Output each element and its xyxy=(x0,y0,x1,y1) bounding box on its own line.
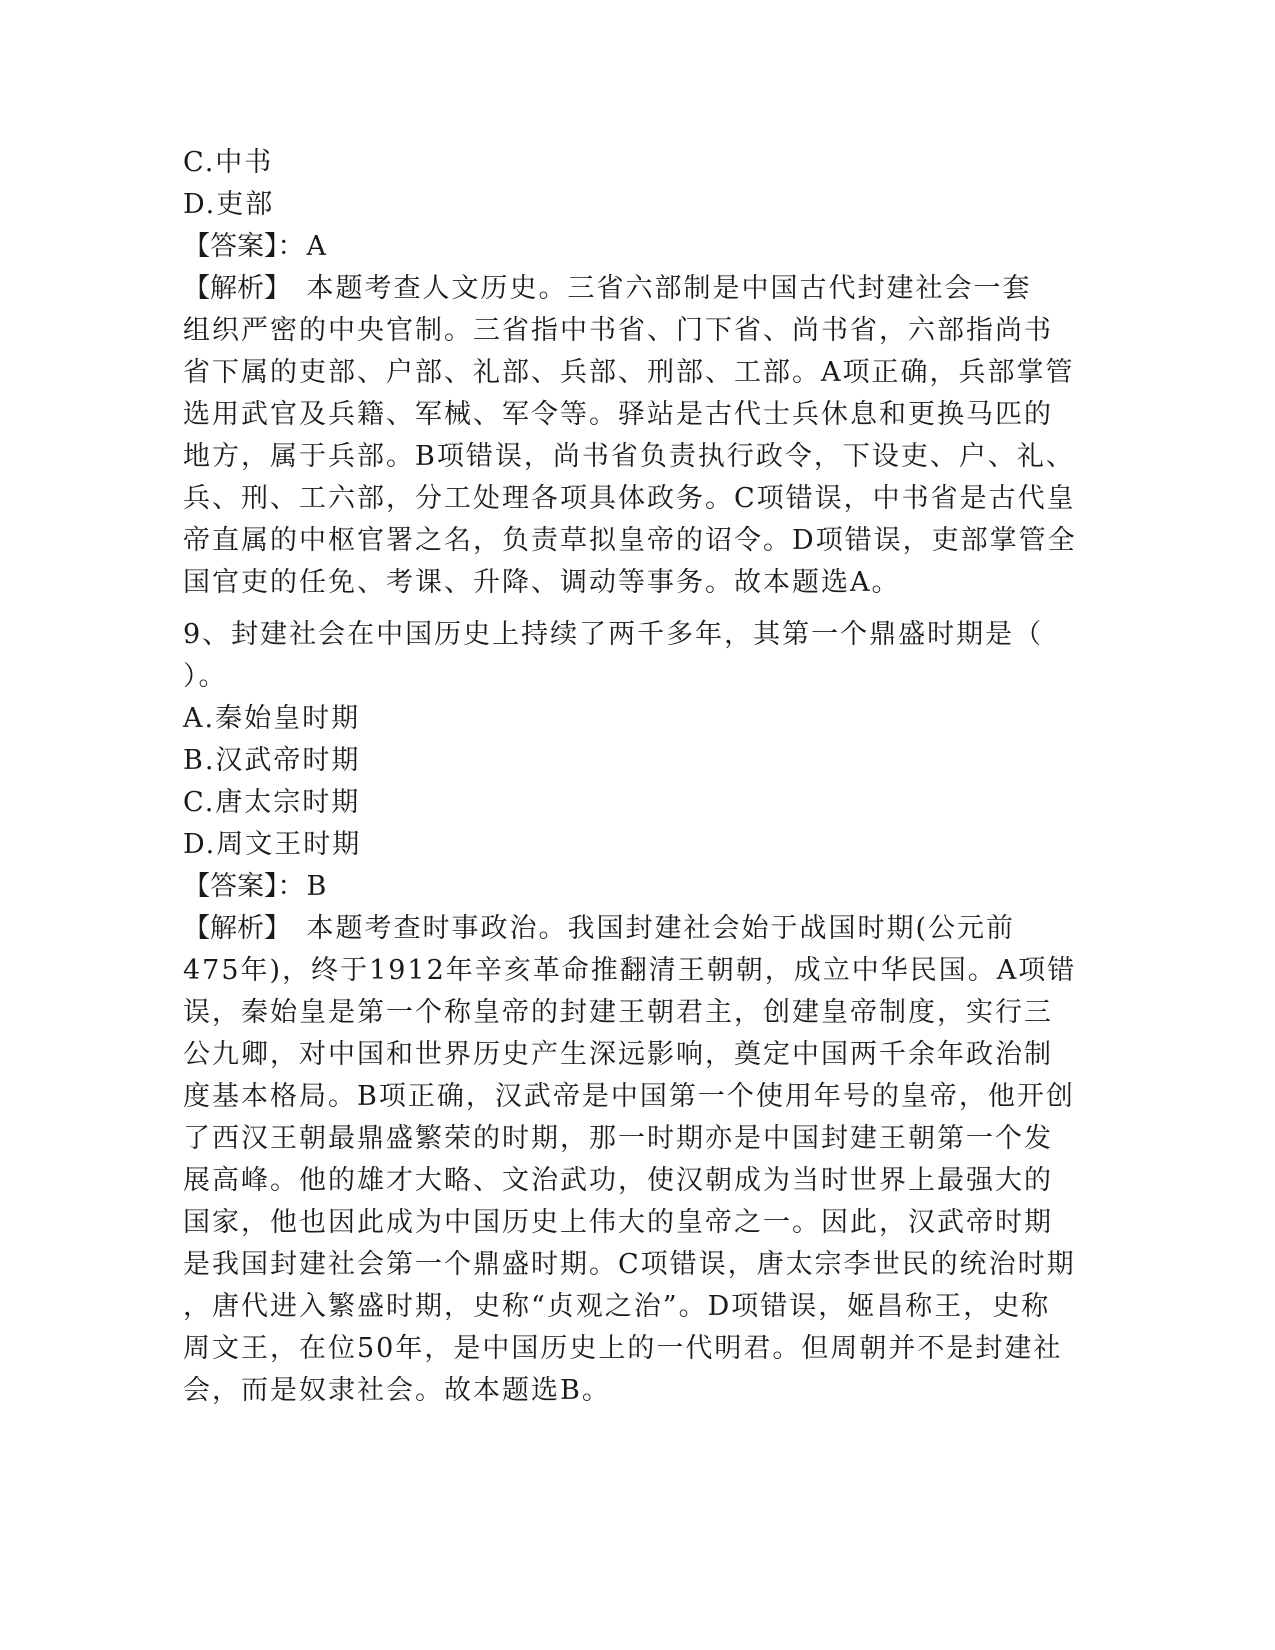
option-d: D.吏部 xyxy=(183,189,275,220)
analysis-line: 兵、刑、工六部，分工处理各项具体政务。C项错误，中书省是古代皇 xyxy=(183,483,1076,514)
analysis-line: 组织严密的中央官制。三省指中书省、门下省、尚书省，六部指尚书 xyxy=(183,315,1053,346)
answer-value: ：A xyxy=(277,231,328,262)
analysis-text: 本题考查时事政治。我国封建社会始于战国时期(公元前 xyxy=(277,913,1016,944)
analysis-line: 度基本格局。B项正确，汉武帝是中国第一个使用年号的皇帝，他开创 xyxy=(183,1081,1075,1112)
answer-tag: 【答案】 xyxy=(183,871,278,902)
analysis-line: 周文王，在位50年，是中国历史上的一代明君。但周朝并不是封建社 xyxy=(183,1333,1063,1364)
answer-line xyxy=(183,866,1083,908)
analysis-line: 展高峰。他的雄才大略、文治武功，使汉朝成为当时世界上最强大的 xyxy=(183,1165,1053,1196)
analysis-line xyxy=(183,268,1083,310)
option-d: D.周文王时期 xyxy=(183,829,362,860)
analysis-line xyxy=(183,908,1083,950)
analysis-block xyxy=(183,268,1083,604)
question-9-options xyxy=(183,698,1083,866)
analysis-line: 省下属的吏部、户部、礼部、兵部、刑部、工部。A项正确，兵部掌管 xyxy=(183,357,1075,388)
question-9-stem xyxy=(183,614,1083,698)
answer-value: ：B xyxy=(277,871,329,902)
analysis-line: 了西汉王朝最鼎盛繁荣的时期，那一时期亦是中国封建王朝第一个发 xyxy=(183,1123,1053,1154)
analysis-line: 国官吏的任免、考课、升降、调动等事务。故本题选A。 xyxy=(183,567,901,598)
analysis-line: 公九卿，对中国和世界历史产生深远影响，奠定中国两千余年政治制 xyxy=(183,1039,1053,1070)
question-stem-line: ）。 xyxy=(183,661,228,692)
analysis-line: 会，而是奴隶社会。故本题选B。 xyxy=(183,1375,611,1406)
analysis-line: 地方，属于兵部。B项错误，尚书省负责执行政令，下设吏、户、礼、 xyxy=(183,441,1075,472)
option-a: A.秦始皇时期 xyxy=(183,703,361,734)
question-stem-line: 9、封建社会在中国历史上持续了两千多年，其第一个鼎盛时期是（ xyxy=(183,619,1044,650)
option-b: B.汉武帝时期 xyxy=(183,745,361,776)
analysis-line: 选用武官及兵籍、军械、军令等。驿站是古代士兵休息和更换马匹的 xyxy=(183,399,1053,430)
analysis-line: 国家，他也因此成为中国历史上伟大的皇帝之一。因此，汉武帝时期 xyxy=(183,1207,1053,1238)
analysis-line: 误，秦始皇是第一个称皇帝的封建王朝君主，创建皇帝制度，实行三 xyxy=(183,997,1053,1028)
answer-line xyxy=(183,226,1083,268)
analysis-text: 本题考查人文历史。三省六部制是中国古代封建社会一套 xyxy=(277,273,1032,304)
section-gap xyxy=(183,604,1083,614)
analysis-line: 是我国封建社会第一个鼎盛时期。C项错误，唐太宗李世民的统治时期 xyxy=(183,1249,1076,1280)
document-page xyxy=(183,142,1083,1412)
analysis-tag: 【解析】 xyxy=(183,273,278,304)
analysis-line: 帝直属的中枢官署之名，负责草拟皇帝的诏令。D项错误，吏部掌管全 xyxy=(183,525,1077,556)
analysis-block xyxy=(183,908,1083,1412)
option-c: C.唐太宗时期 xyxy=(183,787,361,818)
analysis-line: 475年)，终于1912年辛亥革命推翻清王朝朝，成立中华民国。A项错 xyxy=(183,955,1077,986)
question-8-options xyxy=(183,142,1083,226)
option-c: C.中书 xyxy=(183,147,274,178)
answer-tag: 【答案】 xyxy=(183,231,278,262)
analysis-line: ，唐代进入繁盛时期，史称“贞观之治”。D项错误，姬昌称王，史称 xyxy=(183,1291,1051,1322)
analysis-tag: 【解析】 xyxy=(183,913,278,944)
